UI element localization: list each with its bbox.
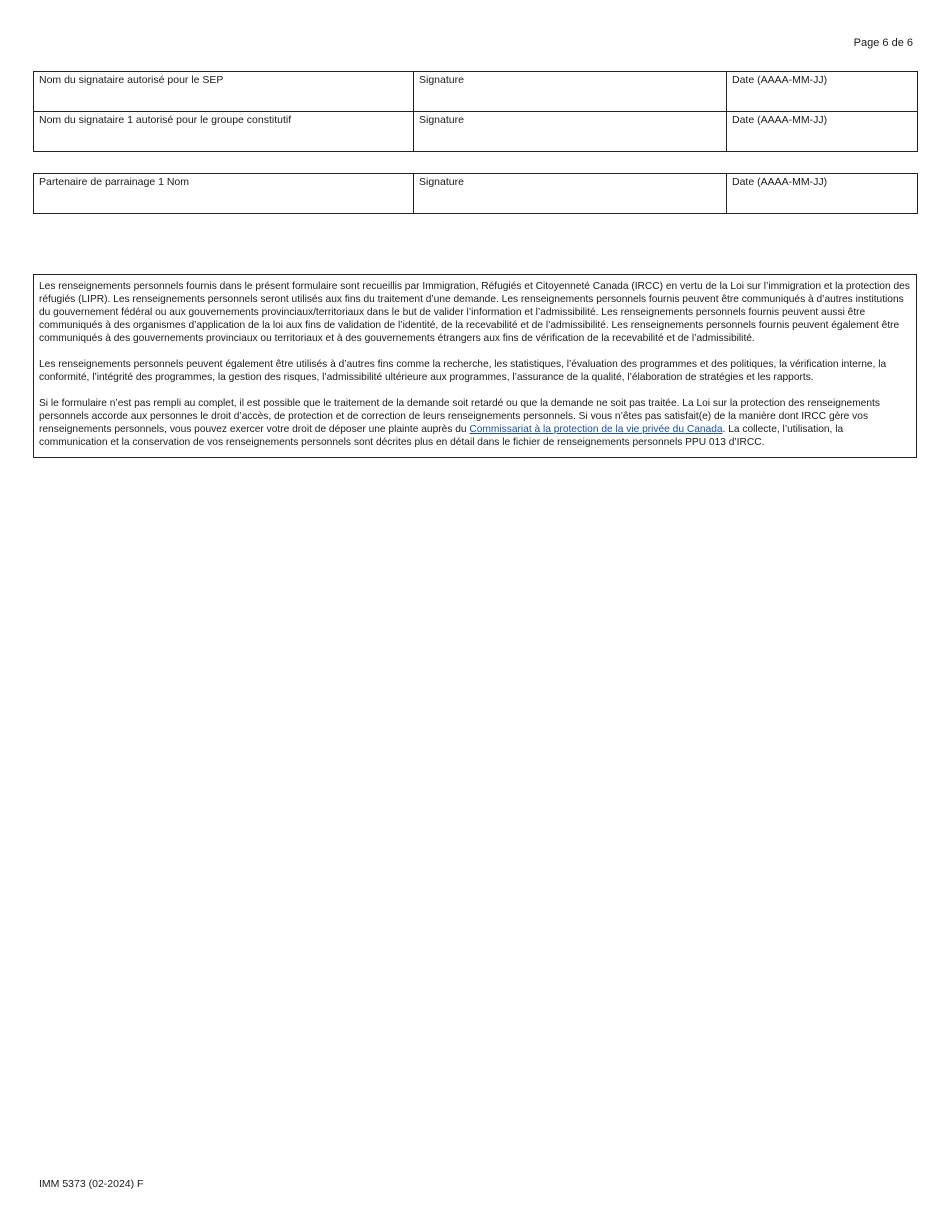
signature-table-authorized [33, 71, 918, 152]
privacy-paragraph-2: Les renseignements personnels peuvent également être utilisés à d’autres fins comme la recherche, les statistiques, l’évaluation des programmes et des politiques, la vérification interne, la conformité, l’intégrité des programmes, la gestion des risques, l’admissibilité ultérieure aux programmes, l’assurance de la qualité, l’élaboration de stratégies et les rapports. [39, 359, 887, 383]
date-label: Date (AAAA-MM-JJ) [732, 176, 828, 188]
signature-label: Signature [419, 176, 464, 188]
signature-field[interactable] [414, 112, 727, 152]
date-field[interactable] [727, 72, 918, 112]
date-label: Date (AAAA-MM-JJ) [732, 114, 828, 126]
signature-field[interactable] [414, 72, 727, 112]
signatory-name-label: Nom du signataire autorisé pour le SEP [39, 74, 224, 86]
signature-row-sponsorship-partner [34, 174, 918, 214]
signature-row-constituent-group [34, 112, 918, 152]
privacy-paragraph-1: Les renseignements personnels fournis dans le présent formulaire sont recueillis par Immigration, Réfugiés et Citoyenneté Canada (IRCC) en vertu de la Loi sur l’immigration et la protection des réfugiés (LIPR). Les renseignements personnels seront utilisés aux fins du traitement d’une demande. Les renseignements personnels fournis peuvent être communiqués à d’autres institutions du gouvernement fédéral ou aux gouvernements provinciaux/territoriaux dans le but de valider l’information et l’admissibilité. Les renseignements personnels fournis peuvent aussi être communiqués à des organismes d’application de la loi aux fins de validation de l’identité, de la recevabilité et de l’admissibilité. Les renseignements personnels fournis peuvent également être communiqués à des gouvernements provinciaux ou territoriaux et à des gouvernements étrangers aux fins de vérification de la recevabilité et de l’admissibilité. [39, 281, 910, 344]
signature-label: Signature [419, 74, 464, 86]
partner-name-field[interactable] [34, 174, 414, 214]
partner-name-label: Partenaire de parrainage 1 Nom [39, 176, 190, 188]
signature-field[interactable] [414, 174, 727, 214]
signatory-name-label: Nom du signataire 1 autorisé pour le groupe constitutif [39, 114, 292, 126]
privacy-notice [33, 274, 917, 458]
signature-table-partner [33, 173, 918, 214]
form-code: IMM 5373 (02-2024) F [39, 1178, 144, 1190]
signatory-name-field[interactable] [34, 112, 414, 152]
signature-row-sep [34, 72, 918, 112]
privacy-paragraph-3-tail: . La collecte, l’utilisation, la communication et la conservation de vos renseignements personnels sont décrites plus en détail dans le fichier de renseignements personnels PPU 013 d’IRCC. [39, 424, 844, 448]
privacy-commissioner-link[interactable]: Commissariat à la protection de la vie privée du Canada [469, 424, 723, 435]
page-number: Page 6 de 6 [853, 37, 913, 49]
date-field[interactable] [727, 174, 918, 214]
privacy-paragraph-3-text: Si le formulaire n’est pas rempli au complet, il est possible que le traitement de la demande soit retardé ou que la demande ne soit pas traitée. La Loi sur la protection des renseignements personnels accorde aux personnes le droit d’accès, de protection et de correction de leurs renseignements personnels. Si vous n’êtes pas satisfait(e) de la manière dont IRCC gère vos renseignements personnels, vous pouvez exercer votre droit de déposer une plainte auprès du [39, 398, 880, 435]
signature-label: Signature [419, 114, 464, 126]
date-field[interactable] [727, 112, 918, 152]
signatory-name-field[interactable] [34, 72, 414, 112]
date-label: Date (AAAA-MM-JJ) [732, 74, 828, 86]
privacy-paragraph-3 [39, 397, 911, 449]
